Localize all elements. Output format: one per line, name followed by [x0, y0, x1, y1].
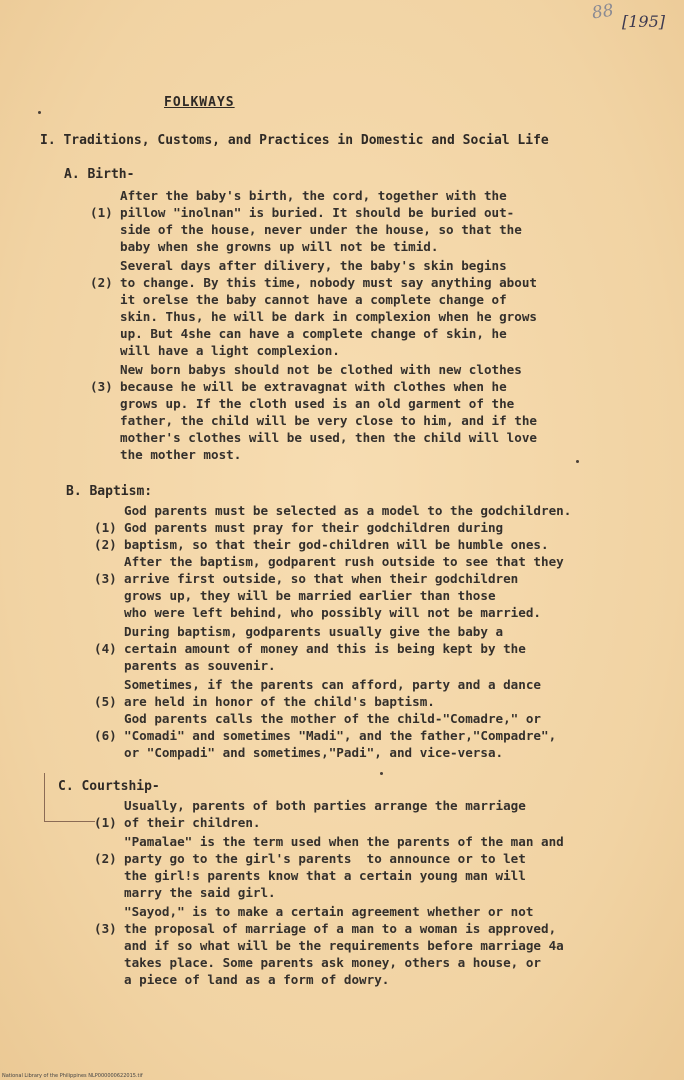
item-line: "Comadi" and sometimes "Madi", and the father,"Compadre", — [124, 728, 557, 743]
item-line: grows up. If the cloth used is an old garment of the — [120, 396, 515, 411]
ink-speck — [380, 772, 383, 775]
item-line: Several days after dilivery, the baby's skin begins — [120, 258, 507, 273]
item-number: (4) — [94, 641, 117, 656]
item-line: because he will be extravagnat with clothes when he — [120, 379, 507, 394]
item-line: certain amount of money and this is being kept by the — [124, 641, 526, 656]
handwritten-reference: [195] — [622, 12, 666, 31]
item-line: father, the child will be very close to him, and if the — [120, 413, 538, 428]
item-line: are held in honor of the child's baptism. — [124, 694, 435, 709]
item-line: a piece of land as a form of dowry. — [124, 972, 390, 987]
item-number: (3) — [94, 571, 117, 586]
item-line: After the baptism, godparent rush outside to see that they — [124, 554, 564, 569]
item-line: takes place. Some parents ask money, others a house, or — [124, 955, 542, 970]
item-line: Usually, parents of both parties arrange the marriage — [124, 798, 526, 813]
item-number: (2) — [94, 537, 117, 552]
item-line: of their children. — [124, 815, 261, 830]
item-line: to change. By this time, nobody must say anything about — [120, 275, 538, 290]
item-line: Sometimes, if the parents can afford, party and a dance — [124, 677, 542, 692]
ink-speck — [38, 111, 41, 114]
item-number: (1) — [90, 205, 113, 220]
handwritten-page-number: 88 — [590, 0, 615, 24]
item-line: and if so what will be the requirements before marriage 4a — [124, 938, 564, 953]
item-number: (3) — [94, 921, 117, 936]
item-number: (2) — [90, 275, 113, 290]
section-label-courtship: C. Courtship- — [58, 779, 160, 794]
item-line: the mother most. — [120, 447, 242, 462]
item-line: parents as souvenir. — [124, 658, 276, 673]
page-title: FOLKWAYS — [164, 95, 235, 110]
item-line: the proposal of marriage of a man to a woman is approved, — [124, 921, 557, 936]
item-line: God parents must be selected as a model to the godchildren. — [124, 503, 572, 518]
item-line: marry the said girl. — [124, 885, 276, 900]
item-line: baby when she growns up will not be timid. — [120, 239, 439, 254]
ink-speck — [576, 460, 579, 463]
item-line: After the baby's birth, the cord, together with the — [120, 188, 507, 203]
item-line: who were left behind, who possibly will not be married. — [124, 605, 542, 620]
item-line: it orelse the baby cannot have a complete change of — [120, 292, 507, 307]
item-number: (1) — [94, 520, 117, 535]
section-label-birth: A. Birth- — [64, 167, 135, 182]
item-line: "Pamalae" is the term used when the parents of the man and — [124, 834, 564, 849]
item-line: or "Compadi" and sometimes,"Padi", and vice-versa. — [124, 745, 504, 760]
item-line: side of the house, never under the house, so that the — [120, 222, 522, 237]
item-line: New born babys should not be clothed with new clothes — [120, 362, 522, 377]
courtship-item-3 — [94, 903, 564, 1039]
item-line: pillow "inolnan" is buried. It should be buried out- — [120, 205, 515, 220]
item-line: During baptism, godparents usually give the baby a — [124, 624, 504, 639]
item-line: God parents must pray for their godchildren during — [124, 520, 504, 535]
item-line: will have a light complexion. — [120, 343, 340, 358]
item-line: mother's clothes will be used, then the child will love — [120, 430, 538, 445]
section-label-baptism: B. Baptism: — [66, 484, 153, 499]
item-number: (1) — [94, 815, 117, 830]
item-line: grows up, they will be married earlier than those — [124, 588, 496, 603]
item-line: skin. Thus, he will be dark in complexion when he grows — [120, 309, 538, 324]
item-line: the girl!s parents know that a certain young man will — [124, 868, 526, 883]
item-number: (5) — [94, 694, 117, 709]
archive-footer: National Library of the Philippines NLP000000622015.tif — [2, 1073, 143, 1079]
item-line: God parents calls the mother of the child-"Comadre," or — [124, 711, 542, 726]
item-number: (3) — [90, 379, 113, 394]
section-heading: I. Traditions, Customs, and Practices in Domestic and Social Life — [40, 133, 549, 148]
item-line: "Sayod," is to make a certain agreement whether or not — [124, 904, 534, 919]
item-line: party go to the girl's parents to announce or to let — [124, 851, 526, 866]
item-number: (6) — [94, 728, 117, 743]
item-line: up. But 4she can have a complete change of skin, he — [120, 326, 507, 341]
item-number: (2) — [94, 851, 117, 866]
item-line: arrive first outside, so that when their godchildren — [124, 571, 519, 586]
item-line: baptism, so that their god-children will be humble ones. — [124, 537, 549, 552]
